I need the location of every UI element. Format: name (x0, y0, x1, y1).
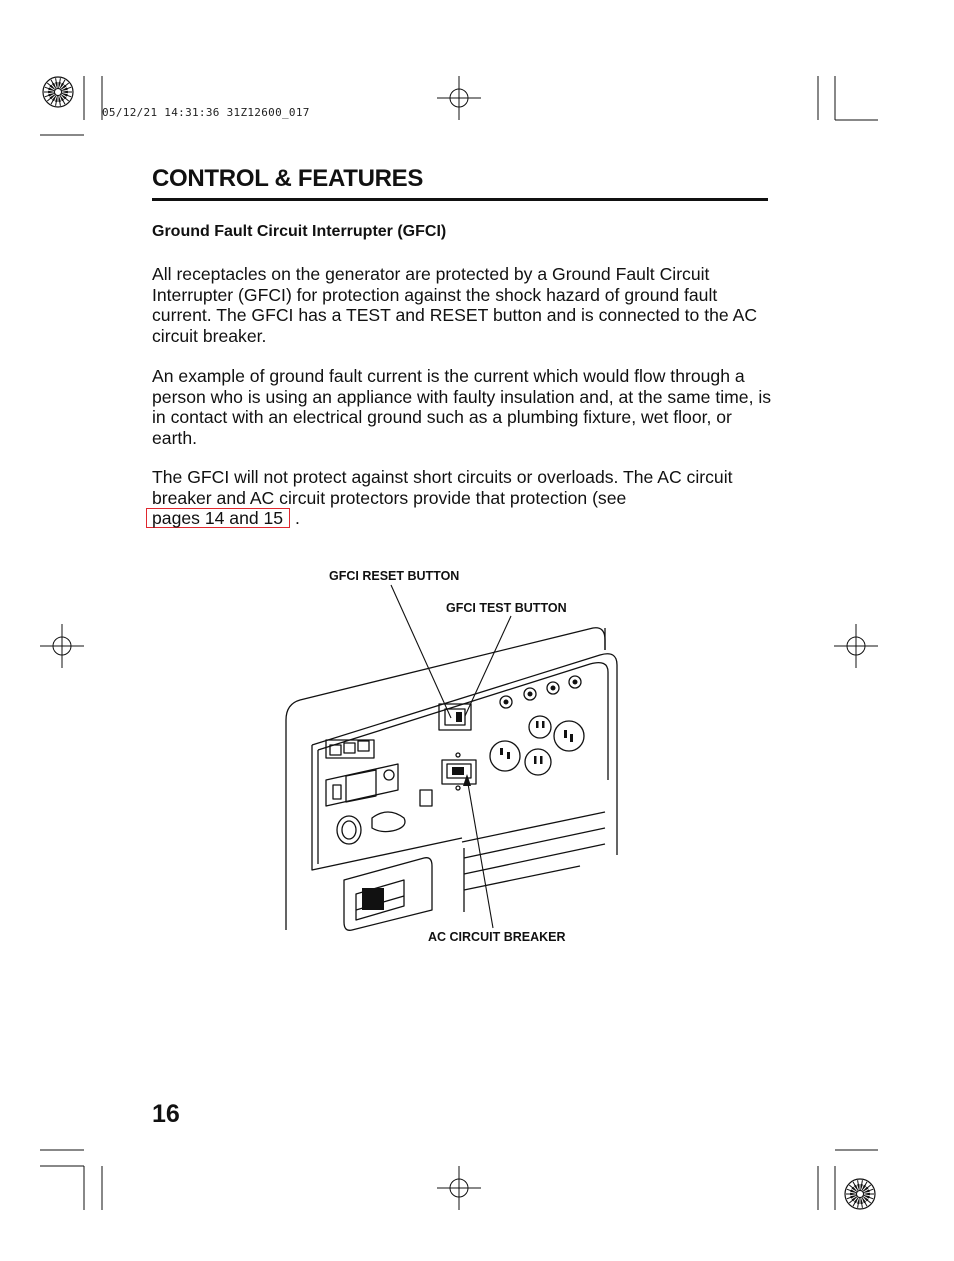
section-title: CONTROL & FEATURES (152, 165, 424, 192)
gfci-subheading: Ground Fault Circuit Interrupter (GFCI) (152, 223, 447, 240)
generator-panel-illustration (280, 560, 640, 960)
callout-ac-circuit-breaker: AC CIRCUIT BREAKER (428, 930, 566, 944)
print-job-code: 05/12/21 14:31:36 31Z12600_017 (102, 106, 310, 119)
paragraph-end-period: . (295, 508, 300, 529)
callout-gfci-test-button: GFCI TEST BUTTON (446, 601, 567, 615)
paragraph-gfci-limitations (152, 467, 772, 529)
paragraph-ground-fault-example: An example of ground fault current is the current which would flow through a person who is using an appliance with faulty insulation and, at the same time, is in contact with an electrical ground such as a plumbing fixture, wet floor, or earth. (152, 366, 772, 448)
title-rule (152, 198, 768, 201)
paragraph-gfci-intro: All receptacles on the generator are protected by a Ground Fault Circuit Interrupter (GFCI) for protection against the shock hazard of ground fault current. The GFCI has a TEST and RESET button and is connected to the AC circuit breaker. (152, 264, 758, 346)
paragraph-gfci-limitations-text: The GFCI will not protect against short circuits or overloads. The AC circuit breaker and AC circuit protectors provide that protection (see (152, 467, 733, 508)
page-number: 16 (152, 1100, 180, 1128)
callout-gfci-reset-button: GFCI RESET BUTTON (329, 569, 460, 583)
pages-link[interactable]: pages 14 and 15 (146, 508, 290, 528)
